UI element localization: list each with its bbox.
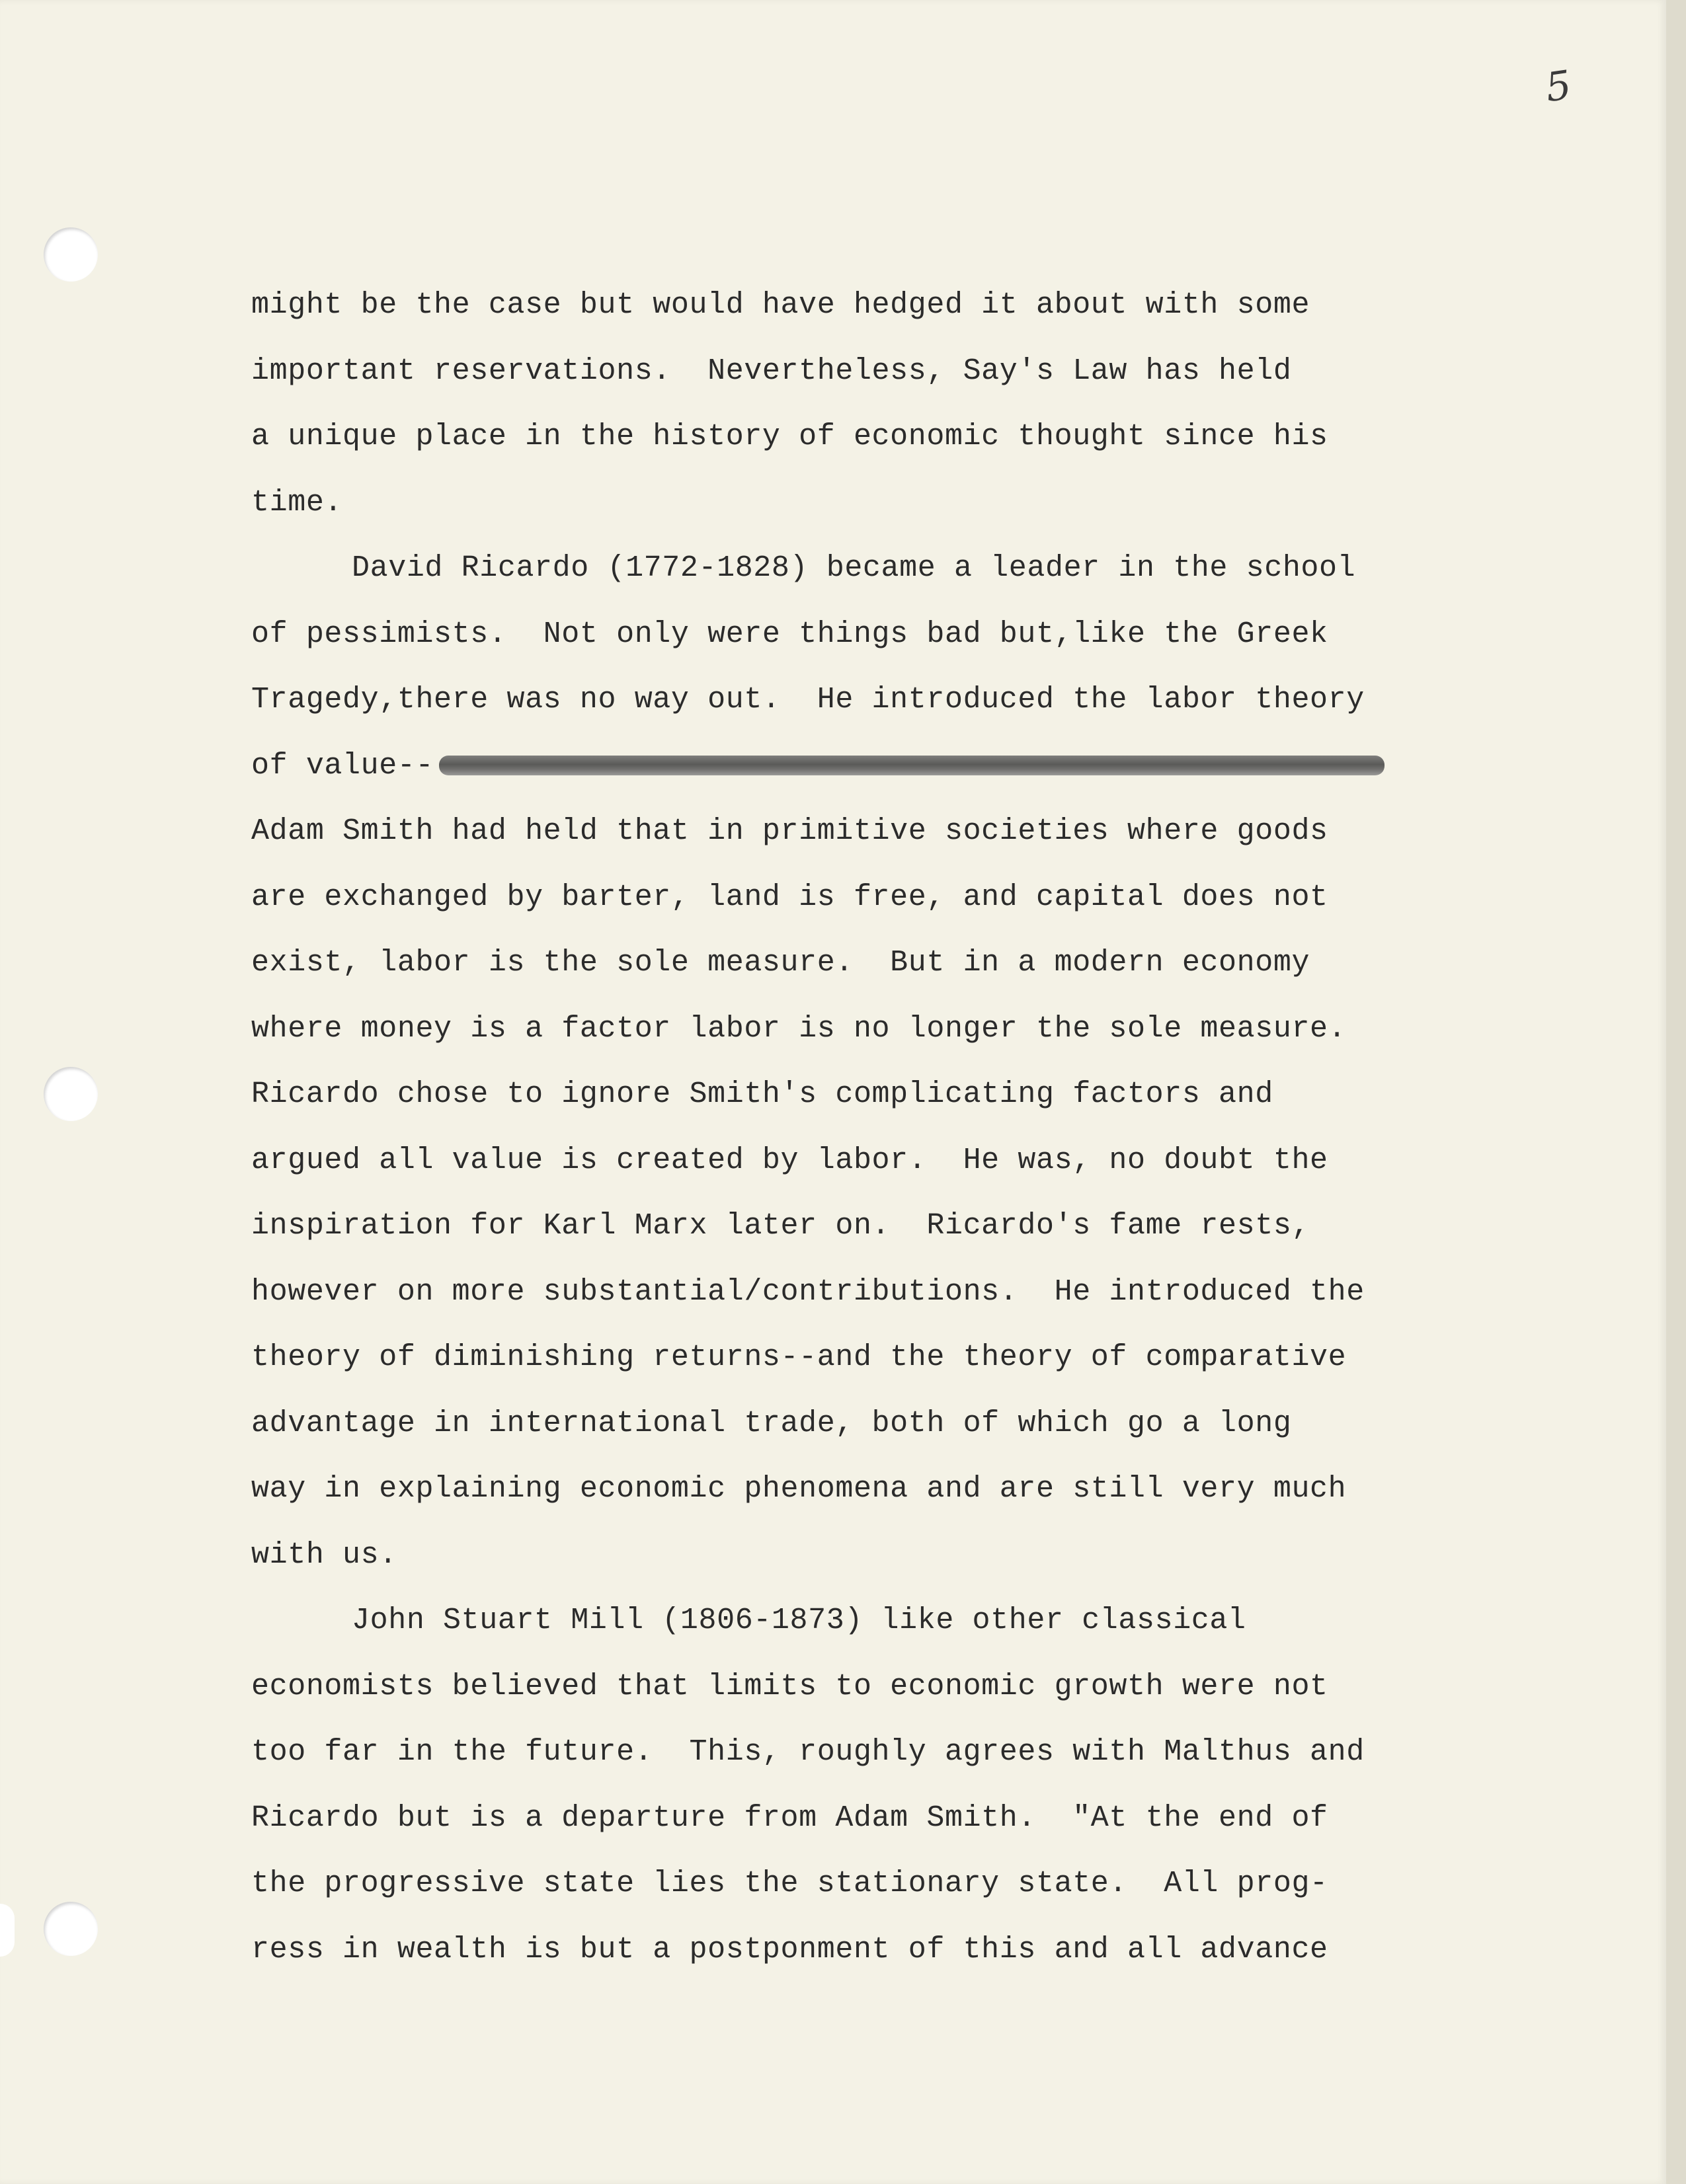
page-number: 5 [1543,61,1574,112]
text-line: are exchanged by barter, land is free, and capital does not [251,880,1328,914]
struck-out-text [439,756,1385,775]
text-line: economists believed that limits to economic growth were not [251,1669,1328,1703]
text-line: where money is a factor labor is no longer the sole measure. [251,1011,1347,1046]
text-line: inspiration for Karl Marx later on. Ricardo's fame rests, [251,1209,1310,1243]
binder-hole-edge [0,1904,15,1957]
binder-hole-middle [44,1067,98,1121]
text-line: might be the case but would have hedged it about with some [251,288,1310,322]
text-line: Adam Smith had held that in primitive societies where goods [251,814,1328,848]
text-line: exist, labor is the sole measure. But in a modern economy [251,946,1310,980]
binder-hole-bottom [44,1902,98,1956]
text-line: Ricardo but is a departure from Adam Smith. "At the end of [251,1801,1328,1835]
text-line: ress in wealth is but a postponment of this and all advance [251,1932,1328,1967]
page-edge [1666,0,1686,2184]
paragraph-start: John Stuart Mill (1806-1873) like other classical [352,1604,1246,1637]
text-line: of pessimists. Not only were things bad but,like the Greek [251,617,1328,651]
body-text [251,272,1600,1982]
text-line: Ricardo chose to ignore Smith's complicating factors and [251,1077,1273,1111]
text-line: argued all value is created by labor. He was, no doubt the [251,1143,1328,1177]
text-line: the progressive state lies the stationary state. All prog- [251,1867,1328,1900]
text-line: Tragedy,there was no way out. He introduced the labor theory [251,683,1365,717]
text-line: way in explaining economic phenomena and are still very much [251,1472,1347,1506]
text-line: too far in the future. This, roughly agrees with Malthus and [251,1735,1365,1769]
text-line: a unique place in the history of economic thought since his [251,420,1328,453]
text-line: theory of diminishing returns--and the theory of comparative [251,1341,1347,1374]
text-line: with us. [251,1538,397,1572]
text-line [251,535,1600,602]
line-text: of value-- [251,748,434,783]
text-line: important reservations. Nevertheless, Say's Law has held [251,354,1292,388]
text-line [251,1588,1600,1654]
binder-hole-top [44,227,98,282]
text-line [251,733,1600,799]
text-line: however on more substantial/contributions. He introduced the [251,1274,1365,1309]
text-line: time. [251,485,343,520]
text-line: advantage in international trade, both of which go a long [251,1406,1292,1440]
paragraph-start: David Ricardo (1772-1828) became a leader in the school [352,551,1356,585]
